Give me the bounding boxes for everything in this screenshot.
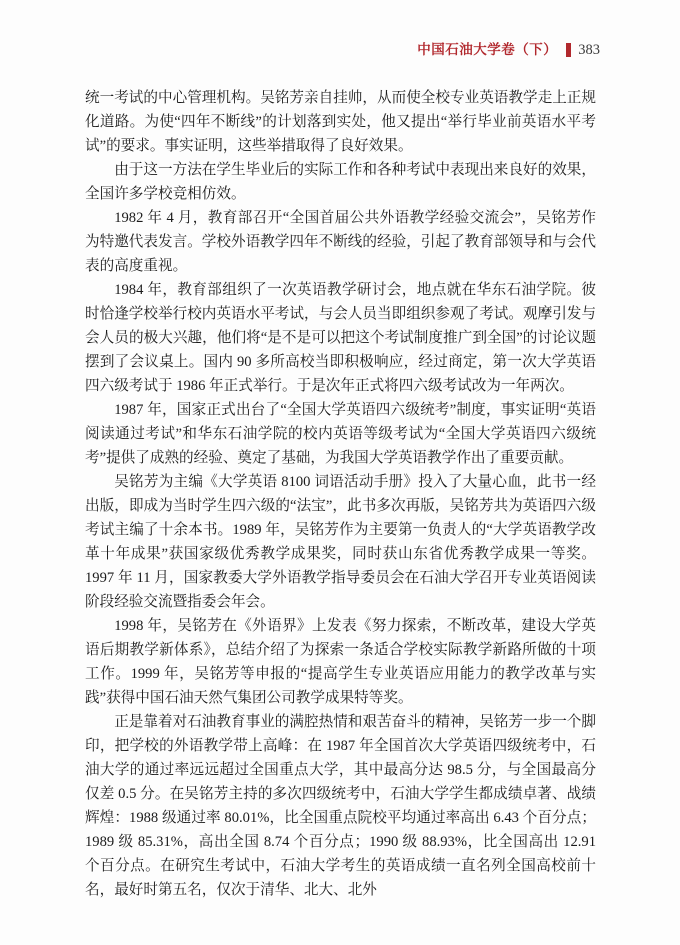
paragraph: 统一考试的中心管理机构。吴铭芳亲自挂帅，从而使全校专业英语教学走上正规化道路。为使“四年不断线”的计划落到实处，他又提出“举行毕业前英语水平考试”的要求。事实证明，这些举措取得了良好效果。: [85, 90, 596, 154]
paragraph: 1987 年，国家正式出台了“全国大学英语四六级统考”制度，事实证明“英语阅读通过考试”和华东石油学院的校内英语等级考试为“全国大学英语四六级统考”提供了成熟的经验、奠定了基础，为我国大学英语教学作出了重要贡献。: [85, 402, 596, 466]
header-divider-bar: [566, 43, 571, 57]
page-number: 383: [578, 42, 600, 58]
paragraph: 1998 年，吴铭芳在《外语界》上发表《努力探索，不断改革，建设大学英语后期教学新体系》，总结介绍了为探索一条适合学校实际教学新路所做的十项工作。1999 年，吴铭芳等申报的“提高学生专业英语应用能力的教学改革与实践”获得中国石油天然气集团公司教学成果特等奖。: [85, 618, 596, 706]
book-title: 中国石油大学卷（下）: [417, 42, 558, 57]
paragraph: 1982 年 4 月，教育部召开“全国首届公共外语教学经验交流会”，吴铭芳作为特邀代表发言。学校外语教学四年不断线的经验，引起了教育部领导和与会代表的高度重视。: [85, 210, 596, 274]
paragraph: 正是靠着对石油教育事业的满腔热情和艰苦奋斗的精神，吴铭芳一步一个脚印，把学校的外语教学带上高峰：在 1987 年全国首次大学英语四级统考中，石油大学的通过率远远超过全国重点大学，其中最高分达 98.5 分，与全国最高分仅差 0.5 分。在吴铭芳主持的多次四级统考中，石油大学学生都成绩卓著、战绩辉煌：1988 级通过率 80.01%，比全国重点院校平均通过率高出 6.43 个百分点；1989 级 85.31%，高出全国 8.74 个百分点；1990 级 88.93%，比全国高出 12.91 个百分点。在研究生考试中，石油大学考生的英语成绩一直名列全国高校前十名，最好时第五名，仅次于清华、北大、北外: [85, 714, 596, 898]
page-body: [85, 86, 596, 902]
paragraph: 吴铭芳为主编《大学英语 8100 词语活动手册》投入了大量心血，此书一经出版，即成为当时学生四六级的“法宝”，此书多次再版，吴铭芳共为英语四六级考试主编了十余本书。1989 年，吴铭芳作为主要第一负责人的“大学英语教学改革十年成果”获国家级优秀教学成果奖，同时获山东省优秀教学成果一等奖。1997 年 11 月，国家教委大学外语教学指导委员会在石油大学召开专业英语阅读阶段经验交流暨指委会年会。: [85, 474, 596, 610]
paragraph: 1984 年，教育部组织了一次英语教学研讨会，地点就在华东石油学院。彼时恰逢学校举行校内英语水平考试，与会人员当即组织参观了考试。观摩引发与会人员的极大兴趣，他们将“是不是可以把这个考试制度推广到全国”的讨论议题摆到了会议桌上。国内 90 多所高校当即积极响应，经过商定，第一次大学英语四六级考试于 1986 年正式举行。于是次年正式将四六级考试改为一年两次。: [85, 282, 596, 394]
page-header: [417, 42, 600, 58]
paragraph: 由于这一方法在学生毕业后的实际工作和各种考试中表现出来良好的效果，全国许多学校竞相仿效。: [85, 162, 596, 202]
